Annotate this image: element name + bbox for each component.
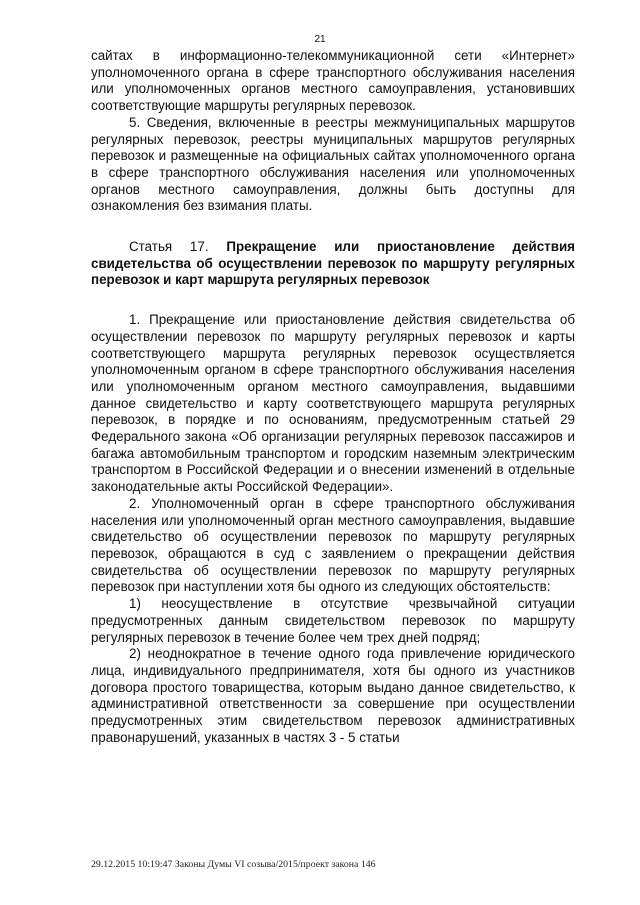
article-label: Статья 17.: [129, 239, 209, 255]
paragraph-body-3: 1) неосуществление в отсутствие чрезвычайной ситуации предусмотренных данным свидетельством перевозок по маршруту регулярных перевозок в течение более чем трех дней подряд;: [91, 596, 575, 645]
paragraph-top-2: 5. Сведения, включенные в реестры межмуниципальных маршрутов регулярных перевозок, реестры муниципальных маршрутов регулярных перевозок и размещенные на официальных сайтах уполномоченного органа в сфере транспортного обслуживания населения или уполномоченных органов местного самоуправления, должны быть доступны для ознакомления без взимания платы.: [91, 114, 575, 214]
paragraph-body-2: 2. Уполномоченный орган в сфере транспортного обслуживания населения или уполномоченный орган местного самоуправления, выдавшие свидетельство об осуществлении перевозок по маршруту регулярных перевозок, обращаются в суд с заявлением о прекращении действия свидетельства об осуществлении перевозок по маршруту регулярных перевозок при наступлении хотя бы одного из следующих обстоятельств:: [91, 495, 575, 595]
document-body: [91, 48, 575, 746]
article-title: Прекращение или приостановление действия свидетельства об осуществлении перевозок по маршруту регулярных перевозок и карт маршрута регулярных перевозок: [91, 239, 575, 288]
page-number: 21: [314, 34, 326, 45]
article-heading: [91, 239, 575, 289]
paragraph-body-4: 2) неоднократное в течение одного года привлечение юридического лица, индивидуального предпринимателя, хотя бы одного из участников договора простого товарищества, которым выдано данное свидетельство, к административной ответственности за совершение при осуществлении предусмотренных этим свидетельством перевозок административных правонарушений, указанных в частях 3 - 5 статьи: [91, 646, 575, 745]
paragraph-body-1: 1. Прекращение или приостановление действия свидетельства об осуществлении перевозок по маршруту регулярных перевозок и карты соответствующего маршрута регулярных перевозок осуществляется уполномоченным органом в сфере транспортного обслуживания населения или уполномоченным органом местного самоуправления, выдавшими данное свидетельство и карту соответствующего маршрута регулярных перевозок, в порядке и по основаниям, предусмотренным статьей 29 Федерального закона «Об организации регулярных перевозок пассажиров и багажа автомобильным транспортом и городским наземным электрическим транспортом в Российской Федерации и о внесении изменений в отдельные законодательные акты Российской Федерации».: [91, 312, 575, 495]
paragraph-top-1: сайтах в информационно-телекоммуникационной сети «Интернет» уполномоченного органа в сфере транспортного обслуживания населения или уполномоченных органов местного самоуправления, установивших соответствующие маршруты регулярных перевозок.: [91, 48, 575, 114]
document-footer: 29.12.2015 10:19:47 Законы Думы VI созыва/2015/проект закона 146: [91, 859, 376, 870]
